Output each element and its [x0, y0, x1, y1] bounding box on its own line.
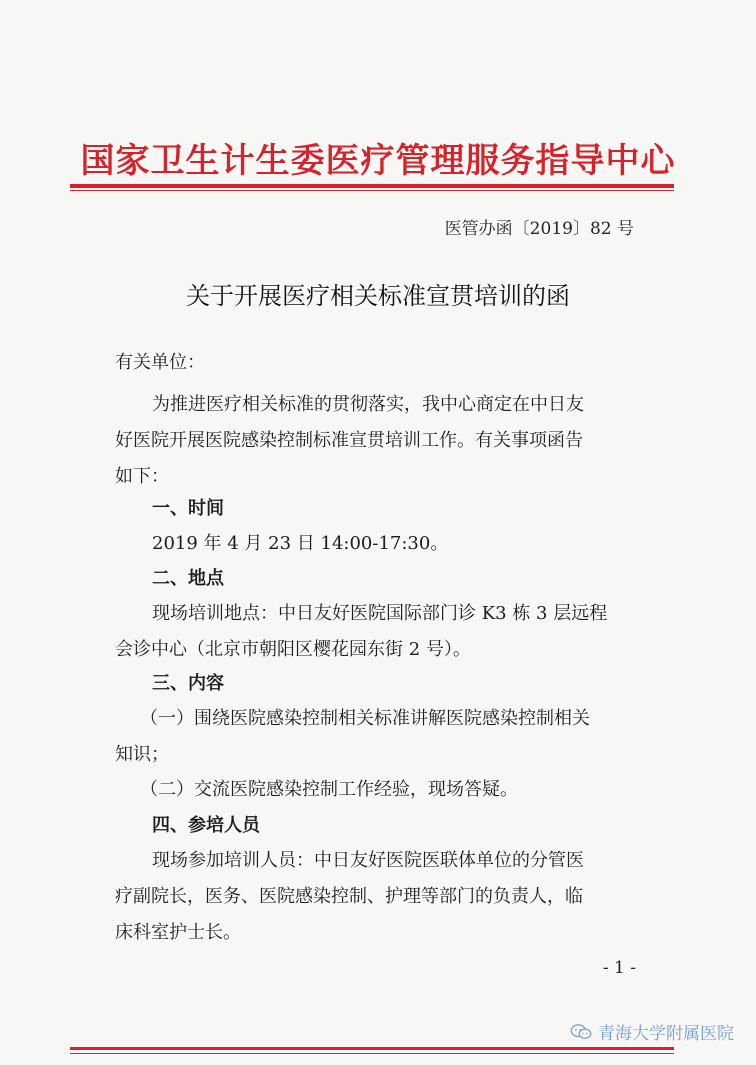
- issuing-organization-title: 国家卫生计生委医疗管理服务指导中心: [80, 142, 676, 180]
- section-line: 知识；: [115, 744, 169, 765]
- section-line: 现场培训地点：中日友好医院国际部门诊 K3 栋 3 层远程: [152, 603, 608, 624]
- document-title: 关于开展医疗相关标准宣贯培训的函: [186, 282, 570, 310]
- section-line: 2019 年 4 月 23 日 14:00-17:30。: [152, 533, 449, 554]
- intro-line: 如下：: [115, 466, 169, 487]
- intro-line: 为推进医疗相关标准的贯彻落实，我中心商定在中日友: [152, 394, 584, 415]
- section-line: 会诊中心（北京市朝阳区樱花园东街 2 号）。: [115, 639, 471, 660]
- header-red-rule: [70, 184, 674, 188]
- section-heading-participants: 四、参培人员: [152, 815, 260, 836]
- intro-line: 好医院开展医院感染控制标准宣贯培训工作。有关事项函告: [115, 430, 583, 451]
- footer-red-rule-thin: [70, 1053, 674, 1054]
- watermark-text: 青海大学附属医院: [598, 1024, 734, 1043]
- source-watermark: [570, 1019, 734, 1044]
- section-heading-location: 二、地点: [152, 568, 224, 589]
- wechat-icon: [570, 1024, 592, 1040]
- footer-red-rule: [70, 1047, 674, 1050]
- section-heading-time: 一、时间: [152, 498, 224, 519]
- section-line: 床科室护士长。: [115, 922, 241, 943]
- section-heading-content: 三、内容: [152, 673, 224, 694]
- section-line: 疗副院长，医务、医院感染控制、护理等部门的负责人，临: [115, 886, 583, 907]
- section-line: 现场参加培训人员：中日友好医院医联体单位的分管医: [152, 850, 584, 871]
- section-line: （一）围绕医院感染控制相关标准讲解医院感染控制相关: [140, 708, 590, 729]
- page-number: - 1 -: [602, 958, 636, 978]
- salutation: 有关单位：: [115, 352, 205, 373]
- section-line: （二）交流医院感染控制工作经验，现场答疑。: [140, 779, 518, 800]
- header-red-rule-thin: [70, 190, 674, 191]
- document-number: 医管办函〔2019〕82 号: [444, 219, 634, 239]
